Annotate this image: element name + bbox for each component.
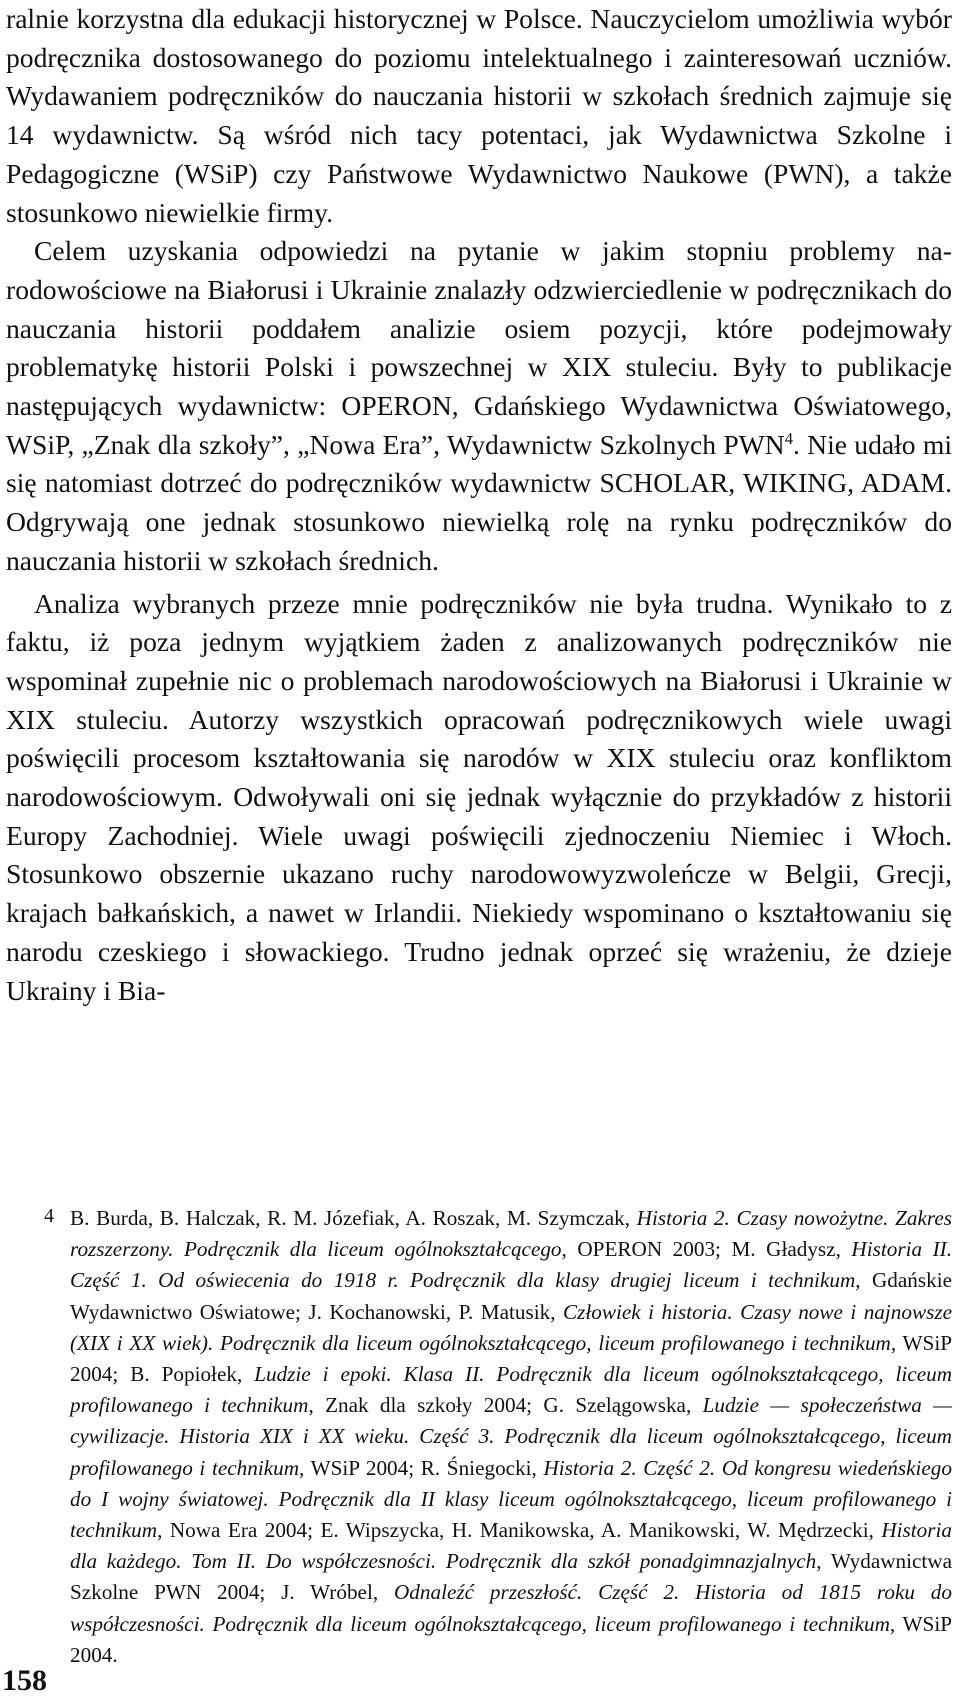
paragraph-2-tail: . Nie udało mi się natomiast dotrzeć do podręczników wydawnictw SCHOLAR, WIKING, ADAM. Odgrywają one jednak stosunkowo niewielką rolę na rynku podręczników do nauczania historii w szkołach średnich. <box>6 428 952 576</box>
footnote-title: Historia 2. Część 2. Od kongresu wiedeńskiego do I wojny światowej. Podręcznik dla II klasy liceum ogólnokształcącego, liceum profilowanego i technikum <box>70 1455 952 1543</box>
footnote-title: Ludzie i epoki. Klasa II. Podręcznik dla liceum ogólnokształcącego, liceum profilowanego i technikum <box>70 1362 952 1418</box>
paragraph-1: ralnie korzystna dla edukacji historycznej w Polsce. Nauczycielom umożliwia wybór podręcznika dostosowanego do poziomu intelektualnego i zainteresowań uczniów. Wydawaniem podręczników do nauczania historii w szkołach średnich zajmuje się 14 wydawnictw. Są wśród nich tacy potentaci, jak Wydawnictwa Szkolne i Pedagogiczne (WSiP) czy Państwowe Wydawnictwo Naukowe (PWN), a także stosunkowo niewielkie firmy. <box>6 3 952 228</box>
footnote-title: Historia II. Część 1. Od oświecenia do 1918 r. Podręcznik dla klasy drugiej liceum i technikum <box>70 1237 953 1293</box>
paragraph-3: Analiza wybranych przeze mnie podręczników nie była trudna. Wynikało to z faktu, iż poza jednym wyjątkiem żaden z analizowanych podręczników nie wspominał zupełnie nic o problemach narodowościowych na Białorusi i Ukrainie w XIX stuleciu. Autorzy wszystkich opracowań podręcznikowych wiele uwagi poświęcili procesom kształtowania się narodów w XIX stuleciu oraz konfliktom narodowościowym. Odwoływali oni się jednak wyłącznie do przykładów z historii Europy Zachodniej. Wiele uwagi poświęcili zjednoczeniu Niemiec i Włoch. Stosunkowo obszernie ukazano ruchy narodowowyzwoleńcze w Belgii, Grecji, krajach bałkańskich, a nawet w Irlandii. Niekiedy wspominano o kształtowaniu się narodu czeskiego i słowackiego. Trudno jednak oprzeć się wrażeniu, że dzieje Ukrainy i Bia- <box>6 587 952 1006</box>
footnote-segment: , Nowa Era 2004; E. Wipszycka, H. Manikowska, A. Manikowski, W. Mędrzecki, <box>157 1518 882 1543</box>
footnote-segment: , Gdańskie Wydawnictwo Oświatowe; J. Kochanowski, P. Matusik, <box>70 1268 952 1324</box>
footnote-segment: , Znak dla szkoły 2004; G. Szelągowska, <box>308 1393 703 1418</box>
footnote-4 <box>46 1203 952 1671</box>
footnote-segment: , WSiP 2004; B. Popiołek, <box>70 1330 952 1387</box>
footnote-title: Ludzie — społeczeństwa — cywilizacje. Historia XIX i XX wieku. Część 3. Podręcznik dla liceum ogólnokształcącego, liceum profilowanego i technikum <box>70 1393 952 1480</box>
footnote-number: 4 <box>44 1205 54 1227</box>
footnote-reference[interactable]: 4 <box>784 428 793 448</box>
paragraph-2-text: Celem uzyskania odpowiedzi na pytanie w jakim stopniu problemy narodowościowe na Białorusi i Ukrainie znalazły odzwierciedlenie w podręcznikach do nauczania historii poddałem analizie osiem pozycji, które podejmowały problematykę historii Polski i powszechnej w XIX stuleciu. Były to publikacje następujących wydawnictw: OPERON, Gdańskiego Wydawnictwa Oświatowego, WSiP, „Znak dla szkoły”, „Nowa Era”, Wydawnictw Szkolnych PWN <box>6 235 952 460</box>
footnote-segment: , WSiP 2004; R. Śniegocki, <box>299 1455 544 1480</box>
footnote-title: Historia dla każdego. Tom II. Do współczesności. Podręcznik dla szkół ponadgimnazjalnych <box>70 1518 952 1574</box>
paragraph-2 <box>6 232 952 580</box>
footnote-segment: , Wydawnictwa Szkolne PWN 2004; J. Wróbel, <box>70 1549 952 1605</box>
footnote-title: Historia 2. Czasy nowożytne. Zakres rozszerzony. Podręcznik dla liceum ogólnokształcącego <box>70 1206 952 1262</box>
footnote-text <box>46 1203 952 1671</box>
page-number: 158 <box>2 1664 47 1697</box>
footnote-title: Odnaleźć przeszłość. Część 2. Historia od 1815 roku do współczesności. Podręcznik dla liceum ogólnokształcącego, liceum profilowanego i technikum <box>70 1580 952 1636</box>
footnote-title: Człowiek i historia. Czasy nowe i najnowsze (XIX i XX wiek). Podręcznik dla liceum ogólnokształcącego, liceum profilowanego i technikum <box>70 1299 952 1355</box>
footnote-segment: , WSiP 2004. <box>70 1611 952 1667</box>
footnote-segment: , OPERON 2003; M. Gładysz, <box>561 1237 852 1262</box>
footnote-segment: B. Burda, B. Halczak, R. M. Józefiak, A. Roszak, M. Szymczak, <box>70 1206 637 1230</box>
main-text <box>6 0 952 1010</box>
